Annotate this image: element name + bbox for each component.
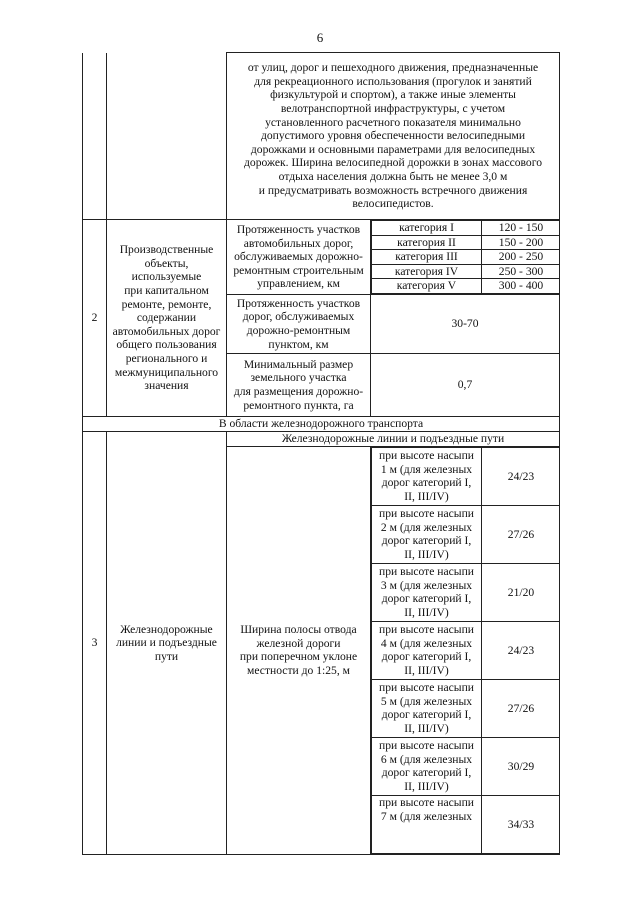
height-row bbox=[372, 505, 560, 563]
bike-path-text-lines bbox=[227, 61, 559, 211]
height-condition-line: II, III/IV) bbox=[404, 548, 449, 562]
object-line: содержании bbox=[136, 311, 197, 325]
category-row bbox=[372, 235, 560, 250]
indicator-line: Минимальный размер bbox=[243, 357, 354, 371]
height-value: 24/23 bbox=[482, 621, 560, 679]
height-condition-line: 1 м (для железных bbox=[380, 462, 473, 476]
height-condition-line: II, III/IV) bbox=[404, 490, 449, 504]
height-condition-line: 3 м (для железных bbox=[380, 578, 473, 592]
category-value: 150 - 200 bbox=[482, 235, 560, 250]
land-plot-value: 0,7 bbox=[371, 353, 560, 416]
page-number: 6 bbox=[316, 30, 324, 45]
height-condition-line: 6 м (для железных bbox=[380, 752, 473, 766]
row-3-number: 3 bbox=[83, 431, 107, 854]
text-line: от улиц, дорог и пешеходного движения, предназначенные bbox=[247, 61, 539, 75]
height-condition bbox=[372, 679, 482, 737]
indicator-line: ремонтным строительным bbox=[233, 263, 364, 277]
category-name: категория III bbox=[372, 250, 482, 265]
text-line: установленного расчетного показателя минимально bbox=[265, 115, 521, 129]
row-1-continuation bbox=[83, 53, 560, 220]
indicator-line: ремонтного пункта, га bbox=[243, 398, 354, 412]
height-condition-line: II, III/IV) bbox=[404, 664, 449, 678]
height-row bbox=[372, 679, 560, 737]
height-condition-line: дорог категорий I, bbox=[381, 476, 472, 490]
indicator-line: обслуживаемых дорожно- bbox=[234, 250, 363, 264]
height-condition-line: при высоте насыпи bbox=[379, 739, 474, 753]
repair-point-length-value: 30-70 bbox=[371, 294, 560, 353]
category-row bbox=[372, 279, 560, 294]
section-title: В области железнодорожного транспорта bbox=[83, 416, 560, 431]
object-line: значения bbox=[144, 379, 189, 393]
object-line: межмуниципального bbox=[114, 365, 219, 379]
indicator-line: местности до 1:25, м bbox=[247, 664, 350, 678]
height-row bbox=[372, 795, 560, 853]
object-line: автомобильных дорог bbox=[112, 324, 221, 338]
text-line: велосипедистов. bbox=[352, 197, 434, 211]
text-line: дорожками и основными параметрами для велосипедных bbox=[250, 142, 536, 156]
section-row bbox=[83, 416, 560, 431]
category-value: 120 - 150 bbox=[482, 221, 560, 236]
height-condition bbox=[372, 563, 482, 621]
object-line: используемые bbox=[131, 270, 202, 284]
height-table bbox=[371, 447, 560, 854]
indicator-line: Ширина полосы отвода bbox=[240, 623, 357, 637]
indicator-line: Протяженность участков bbox=[236, 223, 361, 236]
height-row bbox=[372, 447, 560, 505]
height-value: 27/26 bbox=[482, 505, 560, 563]
text-line: допустимого уровня обеспеченности велосипедными bbox=[260, 129, 526, 143]
height-value: 24/23 bbox=[482, 447, 560, 505]
height-condition bbox=[372, 447, 482, 505]
object-line: ремонте, ремонте, bbox=[121, 297, 212, 311]
height-condition bbox=[372, 505, 482, 563]
object-line: Производственные bbox=[119, 243, 214, 257]
road-length-indicator-lines bbox=[227, 223, 370, 291]
height-condition-line: при высоте насыпи bbox=[379, 507, 474, 521]
category-row bbox=[372, 250, 560, 265]
land-plot-indicator bbox=[227, 353, 371, 416]
indicator-line: автомобильных дорог, bbox=[243, 236, 354, 250]
indicator-line: железной дороги bbox=[256, 636, 341, 650]
height-condition bbox=[372, 737, 482, 795]
height-condition bbox=[372, 621, 482, 679]
category-value: 200 - 250 bbox=[482, 250, 560, 265]
category-value: 300 - 400 bbox=[482, 279, 560, 294]
height-row bbox=[372, 563, 560, 621]
row-2-object bbox=[107, 220, 227, 417]
row-3-header bbox=[83, 431, 560, 446]
text-line: дорожек. Ширина велосипедной дорожки в зонах массового bbox=[244, 156, 542, 170]
road-length-indicator bbox=[227, 220, 371, 295]
row-2-object-lines bbox=[107, 243, 226, 393]
indicator-line: дорог, обслуживаемых bbox=[242, 310, 355, 324]
category-name: категория IV bbox=[372, 264, 482, 279]
height-condition bbox=[372, 795, 482, 853]
height-condition-line: дорог категорий I, bbox=[381, 534, 472, 548]
height-condition-line: дорог категорий I, bbox=[381, 650, 472, 664]
indicator-line: земельного участка bbox=[250, 371, 347, 385]
height-condition-line: 2 м (для железных bbox=[380, 520, 473, 534]
category-row bbox=[372, 221, 560, 236]
row-3-object-lines bbox=[107, 623, 226, 664]
strip-width-indicator bbox=[227, 446, 371, 854]
height-condition-line: при высоте насыпи bbox=[379, 795, 474, 809]
category-table-cell bbox=[371, 220, 560, 295]
text-line: велотранспортной инфраструктуры, с учетом bbox=[280, 102, 506, 116]
row-3-object bbox=[107, 431, 227, 854]
text-line: для рекреационного использования (прогулок и занятий bbox=[254, 74, 532, 88]
indicator-line: пунктом, км bbox=[268, 337, 329, 351]
indicator-line: дорожно-ремонтным bbox=[246, 323, 351, 337]
category-name: категория V bbox=[372, 279, 482, 294]
height-condition-line: II, III/IV) bbox=[404, 780, 449, 794]
height-condition-line: дорог категорий I, bbox=[381, 708, 472, 722]
height-condition-line: при высоте насыпи bbox=[379, 565, 474, 579]
object-line: при капитальном bbox=[124, 284, 209, 297]
repair-point-length-indicator bbox=[227, 294, 371, 353]
height-row bbox=[372, 737, 560, 795]
indicator-line: при поперечном уклоне bbox=[239, 650, 358, 664]
height-table-cell bbox=[371, 446, 560, 854]
height-condition-line: 5 м (для железных bbox=[380, 694, 473, 708]
height-condition-line: II, III/IV) bbox=[404, 606, 449, 620]
row-2-number: 2 bbox=[83, 220, 107, 417]
object-line: общего пользования bbox=[116, 338, 217, 352]
height-row bbox=[372, 621, 560, 679]
indicator-line: Протяженность участков bbox=[236, 296, 361, 310]
height-condition-line: II, III/IV) bbox=[404, 722, 449, 736]
height-condition-line: при высоте насыпи bbox=[379, 449, 474, 463]
text-line: и предусматривать возможность встречного движения bbox=[258, 183, 528, 197]
height-value: 21/20 bbox=[482, 563, 560, 621]
category-value: 250 - 300 bbox=[482, 264, 560, 279]
height-value: 34/33 bbox=[482, 795, 560, 853]
category-name: категория II bbox=[372, 235, 482, 250]
text-line: отдыха населения должна быть не менее 3,0 м bbox=[278, 169, 508, 183]
category-row bbox=[372, 264, 560, 279]
object-line: линии и подъездные bbox=[116, 636, 217, 650]
strip-width-indicator-lines bbox=[227, 623, 370, 677]
height-value: 27/26 bbox=[482, 679, 560, 737]
land-plot-indicator-lines bbox=[227, 358, 370, 412]
text-line: физкультурой и спортом), а также иные элементы bbox=[270, 88, 516, 102]
regulations-table bbox=[82, 52, 560, 855]
indicator-line: управлением, км bbox=[257, 277, 340, 291]
repair-point-length-lines bbox=[227, 297, 370, 351]
category-table bbox=[371, 220, 560, 294]
category-name: категория I bbox=[372, 221, 482, 236]
height-condition-line: 4 м (для железных bbox=[380, 636, 473, 650]
object-line: регионального и bbox=[125, 351, 208, 365]
object-line: пути bbox=[154, 649, 179, 663]
height-condition-line: дорог категорий I, bbox=[381, 592, 472, 606]
railway-subheader: Железнодорожные линии и подъездные пути bbox=[227, 431, 560, 446]
indicator-line: для размещения дорожно- bbox=[233, 384, 364, 398]
row-2-first bbox=[83, 220, 560, 295]
height-condition-line: дорог категорий I, bbox=[381, 766, 472, 780]
height-condition-line: 7 м (для железных bbox=[380, 809, 473, 823]
object-line: Железнодорожные bbox=[120, 622, 213, 636]
height-value: 30/29 bbox=[482, 737, 560, 795]
height-condition-line: при высоте насыпи bbox=[379, 681, 474, 695]
object-line: объекты, bbox=[144, 256, 189, 270]
bike-path-text bbox=[227, 53, 560, 220]
height-condition-line: при высоте насыпи bbox=[379, 623, 474, 637]
